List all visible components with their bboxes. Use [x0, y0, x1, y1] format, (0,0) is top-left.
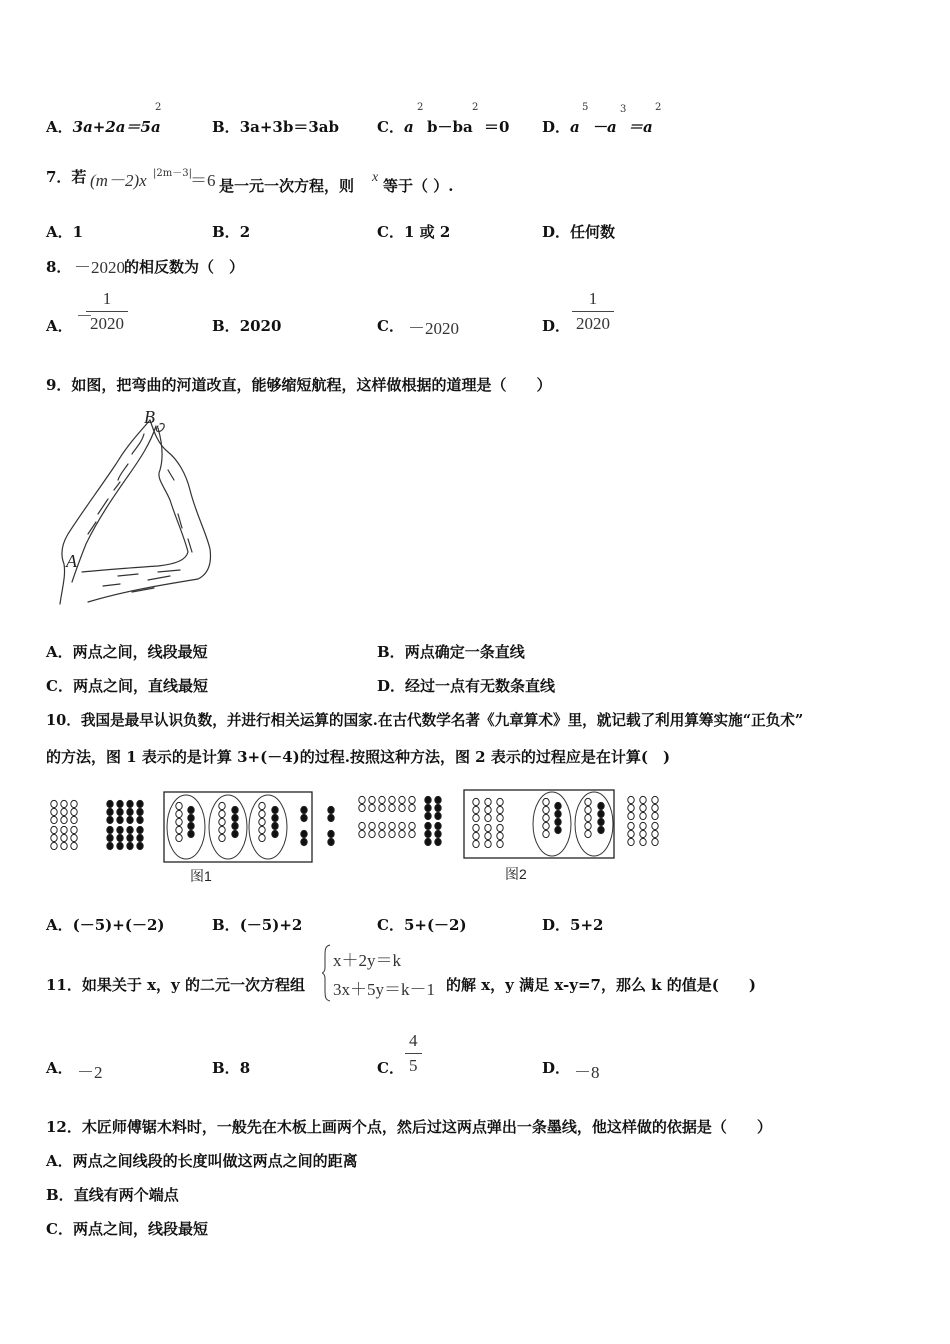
rod-bead-positive: [585, 814, 591, 821]
rod-bead-negative: [555, 826, 561, 833]
rod-bead-positive: [219, 834, 225, 841]
rod-bead-negative: [272, 822, 278, 829]
rod-bead-positive: [379, 830, 385, 837]
q12-option-b: B．直线有两个端点: [46, 1186, 179, 1204]
rod-bead-positive: [652, 796, 658, 803]
q8-option-c-label: C．: [377, 317, 404, 335]
rod-bead-positive: [640, 796, 646, 803]
q11-option-d-label: D．: [542, 1059, 571, 1077]
rod-bead-negative: [137, 842, 143, 849]
rod-bead-negative: [127, 808, 133, 815]
rod-bead-negative: [555, 818, 561, 825]
rod-bead-positive: [359, 804, 365, 811]
rod-bead-negative: [425, 838, 431, 845]
rod-bead-positive: [389, 830, 395, 837]
rod-bead-positive: [485, 806, 491, 813]
q10-stem-line2: 的方法，图 1 表示的是计算 3+(－4)的过程.按照这种方法，图 2 表示的过程应是在计算( ): [46, 748, 671, 766]
rod-bead-positive: [473, 814, 479, 821]
rod-bead-negative: [272, 806, 278, 813]
rod-bead-negative: [107, 834, 113, 841]
rod-bead-positive: [259, 802, 265, 809]
rod-bead-negative: [117, 826, 123, 833]
rod-bead-negative: [117, 834, 123, 841]
q6-option-d-rhs: ＝a: [628, 118, 653, 136]
q7-suffix: 等于（ ）.: [383, 177, 454, 195]
q7-middle: 是一元一次方程，则: [219, 177, 355, 195]
rod-bead-positive: [543, 798, 549, 805]
rod-bead-negative: [301, 830, 307, 837]
rod-bead-positive: [652, 830, 658, 837]
rod-bead-negative: [598, 826, 604, 833]
rod-bead-positive: [61, 842, 67, 849]
q9-point-b: B: [144, 407, 155, 427]
rod-bead-negative: [137, 834, 143, 841]
fig1-caption: 图1: [190, 868, 212, 884]
rod-bead-positive: [497, 806, 503, 813]
rod-bead-positive: [473, 832, 479, 839]
q10-option-d: D．5+2: [542, 916, 604, 934]
rod-bead-positive: [71, 808, 77, 815]
rod-bead-negative: [107, 808, 113, 815]
rod-bead-positive: [628, 812, 634, 819]
rod-bead-positive: [543, 814, 549, 821]
q6-option-c-expr: b－ba: [427, 118, 473, 136]
rod-bead-positive: [652, 838, 658, 845]
rod-bead-positive: [497, 840, 503, 847]
q11-option-a-label: A．: [46, 1059, 73, 1077]
rod-bead-positive: [176, 802, 182, 809]
rod-bead-positive: [640, 812, 646, 819]
rod-bead-positive: [51, 800, 57, 807]
q8-suffix: 的相反数为（ ）: [124, 258, 245, 276]
rod-bead-positive: [399, 822, 405, 829]
rod-bead-positive: [219, 818, 225, 825]
rod-bead-positive: [485, 798, 491, 805]
q7-option-b: B．2: [212, 223, 251, 241]
fig1-circle-1: [167, 795, 205, 859]
rod-bead-negative: [328, 814, 334, 821]
rod-bead-negative: [272, 814, 278, 821]
rod-bead-positive: [640, 822, 646, 829]
rod-bead-negative: [107, 826, 113, 833]
rod-bead-negative: [328, 830, 334, 837]
rod-bead-positive: [259, 826, 265, 833]
q11-suffix: 的解 x，y 满足 x-y=7，那么 k 的值是( ): [446, 976, 756, 994]
q8-option-a-sign: －: [76, 307, 93, 326]
rod-bead-negative: [137, 816, 143, 823]
rod-bead-positive: [652, 804, 658, 811]
rod-bead-positive: [61, 808, 67, 815]
rod-bead-positive: [473, 798, 479, 805]
q9-option-c: C．两点之间，直线最短: [46, 677, 208, 695]
rod-bead-positive: [176, 826, 182, 833]
rod-bead-negative: [117, 842, 123, 849]
fig2-circle-1: [533, 792, 571, 856]
q9-point-a: A: [66, 551, 77, 571]
q11-option-b: B．8: [212, 1059, 251, 1077]
q7-var: x: [372, 170, 379, 185]
rod-bead-negative: [232, 822, 238, 829]
rod-bead-positive: [61, 816, 67, 823]
rod-bead-negative: [425, 830, 431, 837]
rod-bead-negative: [188, 806, 194, 813]
rod-bead-positive: [409, 804, 415, 811]
rod-bead-negative: [117, 808, 123, 815]
rod-bead-negative: [598, 802, 604, 809]
fig1-circle-2: [209, 795, 247, 859]
q10-counting-rods-figure: [46, 786, 676, 866]
rod-bead-positive: [585, 830, 591, 837]
fig1-circle-3: [249, 795, 287, 859]
rod-bead-positive: [543, 822, 549, 829]
rod-bead-positive: [628, 838, 634, 845]
rod-bead-positive: [399, 804, 405, 811]
rod-bead-positive: [379, 804, 385, 811]
rod-bead-positive: [61, 834, 67, 841]
rod-bead-negative: [232, 814, 238, 821]
q6-option-c-sup1: 2: [417, 102, 424, 113]
q12-option-c: C．两点之间，线段最短: [46, 1220, 208, 1238]
q8-option-b: B．2020: [212, 317, 282, 335]
rod-bead-positive: [409, 822, 415, 829]
rod-bead-negative: [232, 830, 238, 837]
rod-bead-negative: [301, 806, 307, 813]
rod-bead-positive: [51, 816, 57, 823]
rod-bead-positive: [71, 842, 77, 849]
rod-bead-positive: [497, 814, 503, 821]
q10-stem-line1: 10．我国是最早认识负数，并进行相关运算的国家.在古代数学名著《九章算术》里，就记载了利用算筹实施“正负术”: [46, 712, 804, 729]
rod-bead-negative: [188, 822, 194, 829]
rod-bead-positive: [61, 800, 67, 807]
rod-bead-negative: [127, 800, 133, 807]
rod-bead-positive: [409, 830, 415, 837]
rod-bead-positive: [497, 832, 503, 839]
rod-bead-positive: [369, 796, 375, 803]
q7-exponent: |2m－3|: [153, 168, 192, 179]
q11-option-c-fraction: $\frac{4}{5}$: [405, 1031, 422, 1076]
rod-bead-negative: [137, 808, 143, 815]
q8-prefix: 8．: [46, 258, 72, 276]
rod-bead-positive: [399, 796, 405, 803]
rod-bead-positive: [473, 840, 479, 847]
q11-option-a-value: －2: [77, 1063, 103, 1082]
q10-option-a: A．(－5)+(－2): [46, 916, 165, 934]
rod-bead-negative: [127, 842, 133, 849]
rod-bead-negative: [435, 830, 441, 837]
q11-option-c-label: C．: [377, 1059, 404, 1077]
q8-option-a-fraction: $\frac{1}{2020}$: [86, 289, 128, 334]
rod-bead-positive: [61, 826, 67, 833]
q9-stem: 9．如图，把弯曲的河道改直，能够缩短航程，这样做根据的道理是（ ）: [46, 376, 552, 394]
rod-bead-positive: [369, 822, 375, 829]
rod-bead-negative: [435, 838, 441, 845]
q12-option-a: A．两点之间线段的长度叫做这两点之间的距离: [46, 1152, 358, 1170]
rod-bead-positive: [652, 822, 658, 829]
rod-bead-positive: [369, 804, 375, 811]
rod-bead-positive: [359, 822, 365, 829]
rod-bead-positive: [176, 818, 182, 825]
rod-bead-positive: [497, 798, 503, 805]
rod-bead-positive: [51, 842, 57, 849]
q7-option-c: C．1 或 2: [377, 223, 451, 241]
q9-option-b: B．两点确定一条直线: [377, 643, 525, 661]
q11-equation-1: x＋2y＝k: [333, 951, 401, 970]
rod-bead-positive: [359, 796, 365, 803]
rod-bead-positive: [628, 804, 634, 811]
q7-equation: (m－2)x: [90, 171, 147, 190]
rod-bead-positive: [359, 830, 365, 837]
q12-stem: 12．木匠师傅锯木料时，一般先在木板上画两个点，然后过这两点弹出一条墨线，他这样做的依据是（ ）: [46, 1118, 772, 1136]
q8-option-a-label: A．: [46, 317, 73, 335]
q11-equation-2: 3x＋5y＝k－1: [333, 980, 435, 999]
rod-bead-positive: [219, 826, 225, 833]
rod-bead-positive: [176, 834, 182, 841]
q7-option-d: D．任何数: [542, 223, 616, 241]
q7-stem: 7．若: [46, 168, 87, 186]
rod-bead-negative: [117, 816, 123, 823]
rod-bead-positive: [389, 796, 395, 803]
rod-bead-negative: [301, 814, 307, 821]
rod-bead-positive: [71, 826, 77, 833]
rod-bead-negative: [425, 812, 431, 819]
q6-option-d-sup3: 2: [655, 102, 662, 113]
rod-bead-positive: [389, 822, 395, 829]
q8-option-c-value: －2020: [408, 319, 459, 338]
rod-bead-negative: [328, 806, 334, 813]
fig2-circle-2: [575, 792, 613, 856]
q6-option-b: B．3a+3b＝3ab: [212, 118, 339, 136]
rod-bead-negative: [272, 830, 278, 837]
rod-bead-negative: [107, 842, 113, 849]
rod-bead-positive: [640, 804, 646, 811]
rod-bead-positive: [51, 826, 57, 833]
rod-bead-positive: [259, 810, 265, 817]
rod-bead-positive: [51, 834, 57, 841]
q10-option-c: C．5+(－2): [377, 916, 467, 934]
q6-option-c-sup2: 2: [472, 102, 479, 113]
rod-bead-positive: [379, 796, 385, 803]
rod-bead-negative: [328, 838, 334, 845]
rod-bead-positive: [473, 806, 479, 813]
q6-option-c-rhs: ＝0: [484, 118, 510, 136]
rod-bead-negative: [232, 806, 238, 813]
rod-bead-negative: [137, 800, 143, 807]
q9-option-a: A．两点之间，线段最短: [46, 643, 208, 661]
rod-bead-positive: [652, 812, 658, 819]
rod-bead-positive: [51, 808, 57, 815]
rod-bead-negative: [137, 826, 143, 833]
rod-bead-positive: [473, 824, 479, 831]
rod-bead-positive: [497, 824, 503, 831]
rod-bead-negative: [435, 812, 441, 819]
rod-bead-positive: [585, 806, 591, 813]
rod-bead-positive: [485, 814, 491, 821]
rod-bead-negative: [127, 834, 133, 841]
rod-bead-positive: [259, 818, 265, 825]
q6-option-d-sup1: 5: [582, 102, 589, 113]
rod-bead-positive: [585, 798, 591, 805]
rod-bead-positive: [71, 834, 77, 841]
rod-bead-negative: [555, 802, 561, 809]
rod-bead-positive: [585, 822, 591, 829]
rod-bead-negative: [435, 822, 441, 829]
rod-bead-negative: [107, 816, 113, 823]
rod-bead-negative: [127, 826, 133, 833]
rod-bead-negative: [555, 810, 561, 817]
rod-bead-positive: [389, 804, 395, 811]
rod-bead-positive: [485, 832, 491, 839]
rod-bead-positive: [628, 830, 634, 837]
rod-bead-positive: [485, 840, 491, 847]
q9-option-d: D．经过一点有无数条直线: [377, 677, 556, 695]
q7-option-a: A．1: [46, 223, 84, 241]
rod-bead-negative: [188, 814, 194, 821]
rod-bead-positive: [369, 830, 375, 837]
q11-prefix: 11．如果关于 x，y 的二元一次方程组: [46, 976, 305, 994]
rod-bead-negative: [435, 804, 441, 811]
rod-bead-positive: [543, 830, 549, 837]
q6-option-a-sup: 2: [155, 102, 162, 113]
rod-bead-positive: [176, 810, 182, 817]
rod-bead-positive: [219, 810, 225, 817]
rod-bead-positive: [640, 830, 646, 837]
q6-option-d-sup2: 3: [620, 104, 627, 115]
q6-option-d-expr: －a: [592, 118, 617, 136]
rod-bead-negative: [107, 800, 113, 807]
rod-bead-negative: [435, 796, 441, 803]
q8-option-d-label: D．: [542, 317, 571, 335]
rod-bead-negative: [117, 800, 123, 807]
rod-bead-negative: [127, 816, 133, 823]
rod-bead-negative: [301, 838, 307, 845]
rod-bead-positive: [628, 822, 634, 829]
rod-bead-negative: [425, 804, 431, 811]
q8-number: －2020: [74, 258, 125, 277]
q11-option-d-value: －8: [574, 1063, 600, 1082]
rod-bead-positive: [485, 824, 491, 831]
rod-bead-positive: [628, 796, 634, 803]
q10-option-b: B．(－5)+2: [212, 916, 303, 934]
q6-option-a: A．3a+2a＝5a: [46, 118, 161, 136]
q9-river-figure: [58, 404, 218, 609]
q6-option-d: D．a: [542, 118, 580, 136]
rod-bead-negative: [598, 810, 604, 817]
rod-bead-negative: [188, 830, 194, 837]
q8-option-d-fraction: $\frac{1}{2020}$: [572, 289, 614, 334]
rod-bead-negative: [425, 796, 431, 803]
rod-bead-negative: [425, 822, 431, 829]
rod-bead-positive: [71, 800, 77, 807]
q6-option-c: C．a: [377, 118, 414, 136]
rod-bead-positive: [399, 830, 405, 837]
rod-bead-positive: [379, 822, 385, 829]
q11-brace: [321, 944, 331, 1002]
rod-bead-positive: [409, 796, 415, 803]
fig2-caption: 图2: [505, 866, 527, 882]
rod-bead-positive: [640, 838, 646, 845]
rod-bead-positive: [259, 834, 265, 841]
q7-rhs: ＝6: [190, 171, 216, 190]
rod-bead-positive: [71, 816, 77, 823]
rod-bead-positive: [219, 802, 225, 809]
rod-bead-negative: [598, 818, 604, 825]
rod-bead-positive: [543, 806, 549, 813]
